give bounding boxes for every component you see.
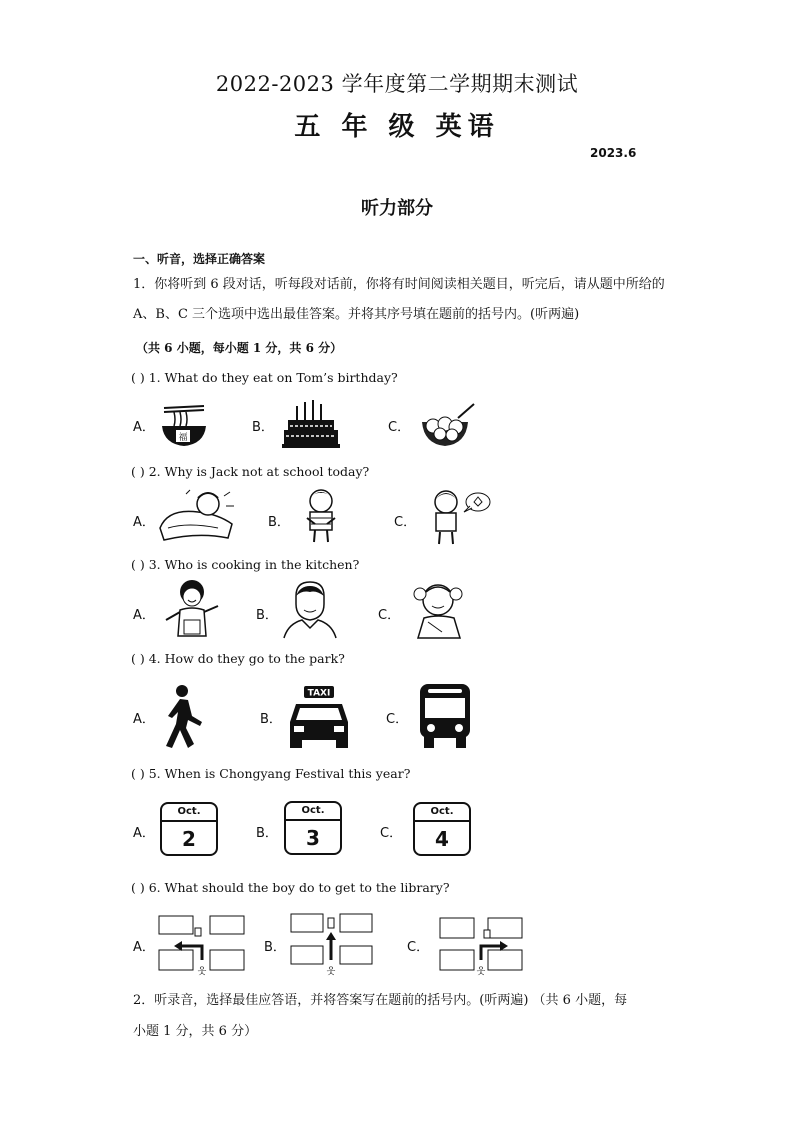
bus-icon (420, 684, 470, 752)
question-1: ( ) 1. What do they eat on Tom’s birthday? (131, 370, 398, 385)
exam-title: 2022-2023 学年度第二学期期末测试 (215, 72, 579, 96)
girl-apron-icon (408, 578, 472, 646)
option-a-label: A． (133, 608, 155, 623)
cough-boy-icon (428, 488, 494, 550)
sick-in-bed-icon (158, 488, 238, 546)
section2-instruction-line2: 小题 1 分，共 6 分） (133, 1024, 258, 1039)
section2-instruction-line1: 2．听录音，选择最佳应答语，并将答案写在题前的括号内。(听两遍) （共 6 小题，每 (133, 993, 628, 1008)
option-c-label: C． (407, 940, 430, 955)
turn-right-map-icon (438, 914, 526, 980)
walking-person-icon (160, 684, 208, 754)
option-b-label: B． (260, 712, 282, 727)
option-c-label: C． (380, 826, 403, 841)
option-a-label: A． (133, 940, 155, 955)
go-straight-map-icon (290, 912, 374, 980)
option-a-label: A． (133, 420, 155, 435)
option-c-label: C． (378, 608, 401, 623)
question-4: ( ) 4. How do they go to the park? (131, 651, 345, 666)
option-b-label: B． (264, 940, 286, 955)
man-portrait-icon (280, 580, 340, 644)
calendar-month: Oct. (415, 804, 469, 822)
option-b-label: B． (256, 826, 278, 841)
option-c-label: C． (388, 420, 411, 435)
grade-subject-title: 五 年 级 英语 (294, 112, 500, 142)
taxi-icon (286, 686, 352, 752)
question-3: ( ) 3. Who is cooking in the kitchen? (131, 557, 360, 572)
birthday-cake-icon (282, 398, 340, 454)
option-c-label: C． (386, 712, 409, 727)
question-5: ( ) 5. When is Chongyang Festival this year? (131, 766, 411, 781)
option-b-label: B． (256, 608, 278, 623)
calendar-day: 4 (435, 827, 449, 851)
option-b-label: B． (252, 420, 274, 435)
svg-text:웃: 웃 (197, 967, 207, 976)
calendar-icon (160, 802, 218, 856)
question-6: ( ) 6. What should the boy do to get to the library? (131, 880, 450, 895)
option-a-label: A． (133, 826, 155, 841)
calendar-day: 3 (306, 826, 320, 850)
svg-text:福: 福 (178, 433, 188, 443)
option-c-label: C． (394, 515, 417, 530)
option-a-label: A． (133, 515, 155, 530)
calendar-icon (284, 801, 342, 855)
stomachache-boy-icon (297, 488, 347, 548)
question-2: ( ) 2. Why is Jack not at school today? (131, 464, 370, 479)
section-heading: 一、听音，选择正确答案 (133, 252, 266, 266)
calendar-icon (413, 802, 471, 856)
calendar-day: 2 (182, 827, 196, 851)
noodle-bowl-icon (160, 402, 208, 454)
part-title: 听力部分 (361, 198, 433, 219)
svg-text:TAXI: TAXI (307, 688, 331, 699)
svg-text:웃: 웃 (326, 967, 336, 976)
grandma-apron-icon (162, 580, 224, 644)
calendar-month: Oct. (162, 804, 216, 822)
dumpling-bowl-icon (418, 402, 476, 454)
option-a-label: A． (133, 712, 155, 727)
option-b-label: B． (268, 515, 290, 530)
turn-left-map-icon (158, 914, 248, 980)
section-instruction: 1．你将听到 6 段对话，听每段对话前，你将有时间阅读相关题目，听完后，请从题中所给的 A、B、C 三个选项中选出最佳答案。并将其序号填在题前的括号内。(听两遍) (133, 277, 665, 322)
svg-text:웃: 웃 (476, 967, 486, 976)
calendar-month: Oct. (286, 803, 340, 821)
section-score: （共 6 小题，每小题 1 分，共 6 分） (136, 341, 343, 355)
exam-date: 2023.6 (590, 146, 637, 160)
